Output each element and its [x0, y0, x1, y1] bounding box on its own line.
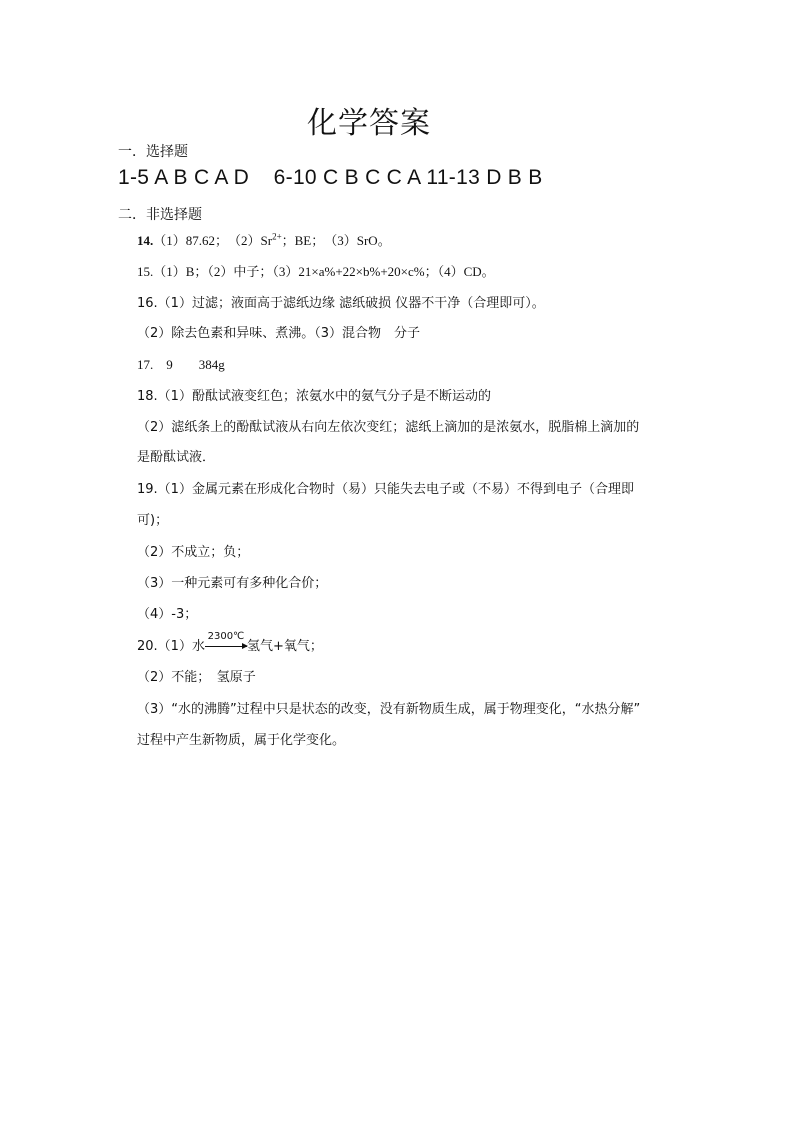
answer-14: [137, 230, 391, 249]
answer-14-part2: ；BE； （3）SrO。: [281, 233, 391, 248]
answer-14-part1: （1）87.62； （2）Sr: [153, 233, 273, 248]
answer-17: 17. 9 384g: [137, 357, 225, 372]
answer-15: 15.（1）B；（2）中子；（3）21×a%+22×b%+20×c%；（4）CD。: [137, 264, 495, 279]
answer-20-prefix: 20.（1）水: [137, 639, 205, 654]
answer-19-line4: （3）一种元素可有多种化合价；: [137, 576, 328, 591]
answer-19-line1: 19.（1）金属元素在形成化合物时（易）只能失去电子或（不易）不得到电子（合理即: [137, 482, 634, 497]
answer-16-line1: 16.（1）过滤；液面高于滤纸边缘 滤纸破损 仪器不干净（合理即可）。: [137, 296, 545, 311]
arrow-icon: [205, 646, 247, 647]
answer-14-number: 14.: [137, 233, 154, 248]
answer-20-line3: （3）“水的沸腾”过程中只是状态的改变，没有新物质生成，属于物理变化，“水热分解”: [137, 702, 641, 717]
multiple-choice-answers: 1-5 A B C A D 6-10 C B C C A 11-13 D B B: [118, 166, 543, 189]
answer-20-suffix: 氢气+氧气；: [246, 639, 323, 654]
section-heading-multiple-choice: 一．选择题: [118, 144, 188, 160]
answer-19-line5: （4）-3；: [137, 607, 198, 622]
answer-20-line1: [137, 631, 323, 654]
answer-18-line1: 18.（1）酚酞试液变红色；浓氨水中的氨气分子是不断运动的: [137, 389, 491, 404]
reaction-condition: 2300℃: [207, 631, 245, 642]
answer-19-line3: （2）不成立；负；: [137, 545, 250, 560]
answer-16-line2: （2）除去色素和异味、煮沸。（3）混合物 分子: [137, 326, 421, 341]
section-heading-non-multiple-choice: 二．非选择题: [118, 207, 202, 223]
page-title: 化学答案: [307, 106, 431, 141]
answer-19-line2: 可)；: [137, 513, 169, 528]
reaction-arrow: [205, 631, 247, 654]
answer-20-line4: 过程中产生新物质，属于化学变化。: [137, 733, 346, 748]
answer-18-line3: 是酚酞试液．: [137, 450, 216, 465]
answer-20-line2: （2）不能； 氢原子: [137, 670, 256, 685]
answer-14-superscript: 2+: [272, 231, 282, 242]
answer-18-line2: （2）滤纸条上的酚酞试液从右向左依次变红；滤纸上滴加的是浓氨水，脱脂棉上滴加的: [137, 420, 640, 435]
